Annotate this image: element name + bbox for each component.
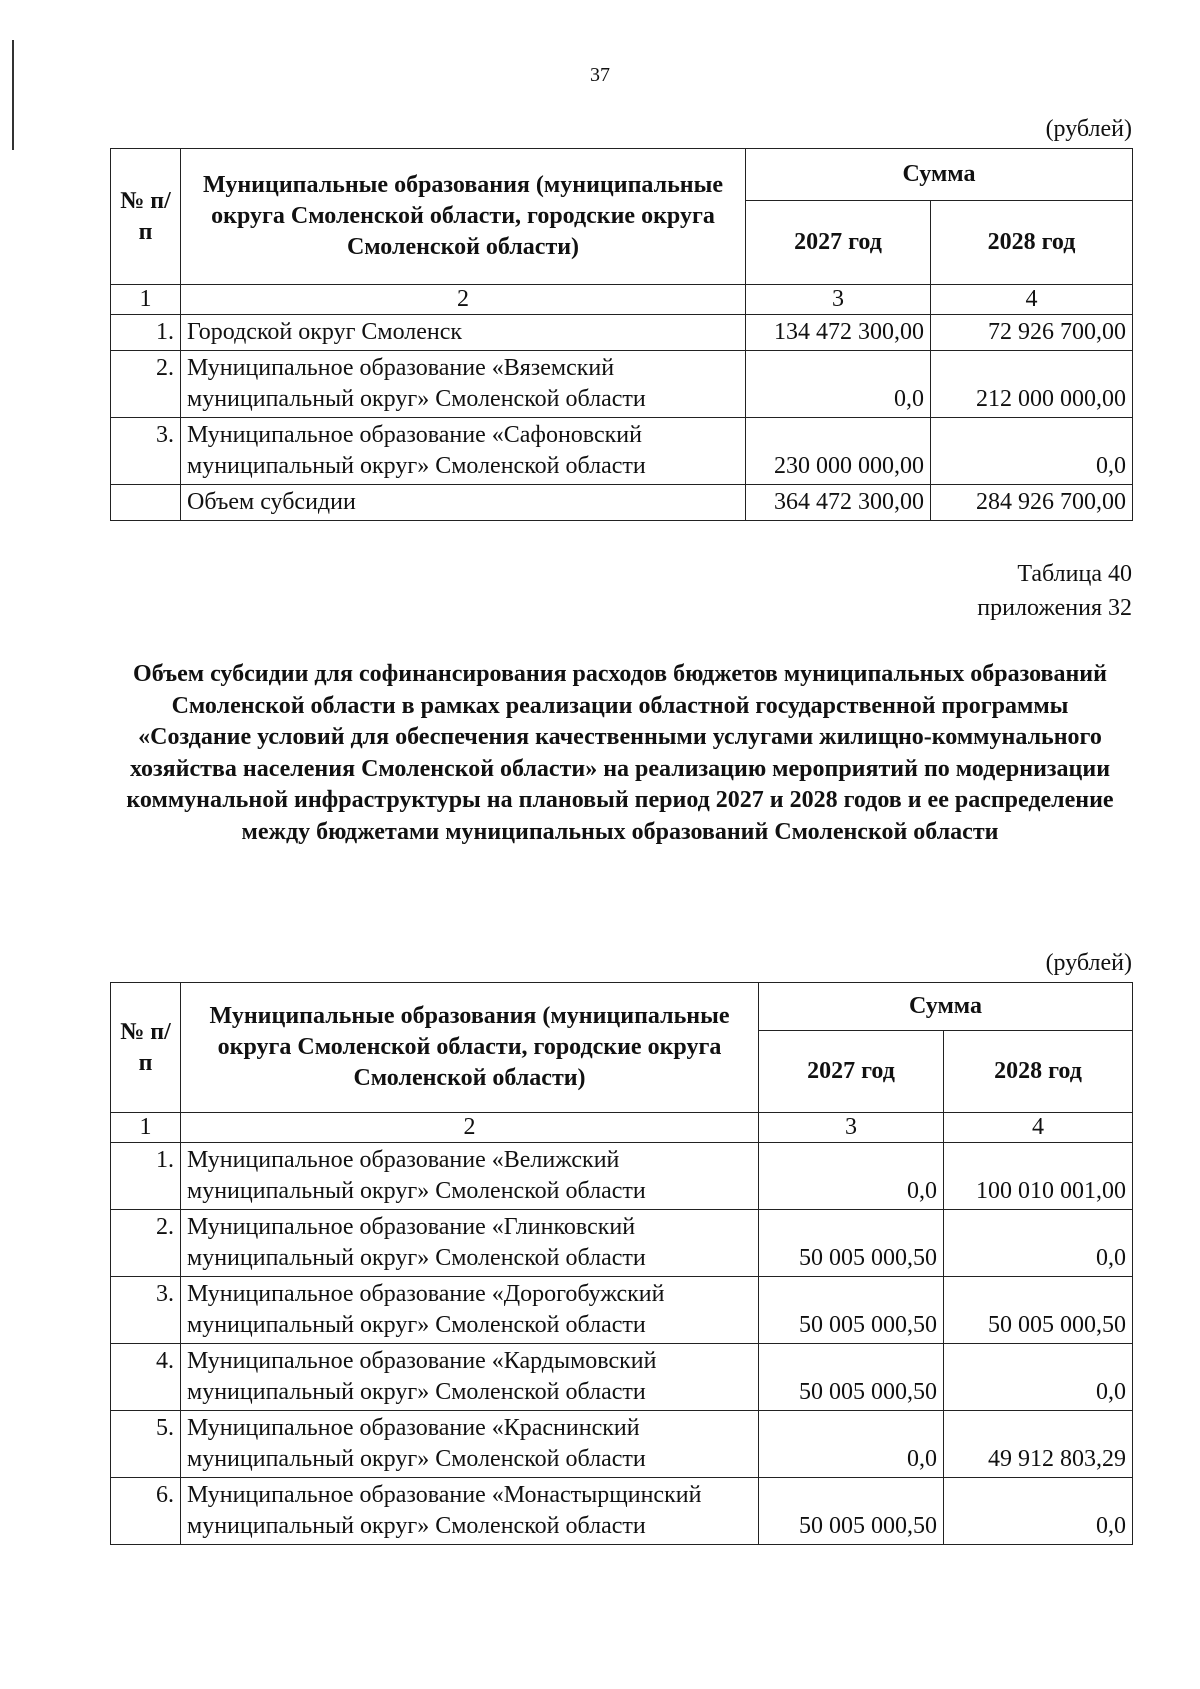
total-2027: 364 472 300,00	[746, 485, 931, 521]
amount-2027: 50 005 000,50	[759, 1478, 944, 1545]
column-numbers-row	[111, 285, 1133, 315]
appendix-number: приложения 32	[977, 595, 1132, 621]
table-row	[111, 315, 1133, 351]
table-row	[111, 1344, 1133, 1411]
amount-2027: 0,0	[746, 351, 931, 418]
municipality-name: Муниципальное образование «Сафоновский муниципальный округ» Смоленской области	[181, 418, 746, 485]
amount-2028: 50 005 000,50	[944, 1277, 1133, 1344]
total-2028: 284 926 700,00	[931, 485, 1133, 521]
row-number: 1.	[111, 315, 181, 351]
col-header-sum: Сумма	[746, 149, 1133, 201]
amount-2027: 50 005 000,50	[759, 1210, 944, 1277]
amount-2027: 134 472 300,00	[746, 315, 931, 351]
municipality-name: Городской округ Смоленск	[181, 315, 746, 351]
column-number: 1	[111, 1113, 181, 1143]
total-label: Объем субсидии	[181, 485, 746, 521]
amount-2028: 0,0	[931, 418, 1133, 485]
amount-2028: 0,0	[944, 1478, 1133, 1545]
amount-2027: 0,0	[759, 1143, 944, 1210]
unit-label-bottom: (рублей)	[1045, 950, 1132, 976]
col-header-2027: 2027 год	[759, 1031, 944, 1113]
col-header-num: № п/п	[111, 149, 181, 285]
amount-2027: 50 005 000,50	[759, 1344, 944, 1411]
row-number: 1.	[111, 1143, 181, 1210]
col-header-sum: Сумма	[759, 983, 1133, 1031]
table-row	[111, 351, 1133, 418]
municipality-name: Муниципальное образование «Монастырщинский муниципальный округ» Смоленской области	[181, 1478, 759, 1545]
table-row	[111, 1277, 1133, 1344]
column-number: 1	[111, 285, 181, 315]
table-row	[111, 418, 1133, 485]
column-number: 3	[746, 285, 931, 315]
table-row	[111, 1143, 1133, 1210]
table-row	[111, 1210, 1133, 1277]
row-number	[111, 485, 181, 521]
row-number: 2.	[111, 351, 181, 418]
subsidy-table-40	[110, 982, 1133, 1545]
subsidy-table-continued	[110, 148, 1133, 521]
amount-2028: 72 926 700,00	[931, 315, 1133, 351]
row-number: 3.	[111, 418, 181, 485]
amount-2028: 0,0	[944, 1344, 1133, 1411]
table-caption	[977, 557, 1132, 625]
page-number: 37	[590, 64, 610, 86]
municipality-name: Муниципальное образование «Велижский муниципальный округ» Смоленской области	[181, 1143, 759, 1210]
document-title: Объем субсидии для софинансирования расходов бюджетов муниципальных образований Смоленской области в рамках реализации областной государственной программы «Создание условий для обеспечения качественными услугами жилищно-коммунального хозяйства населения Смоленской области» на реализацию мероприятий по модернизации коммунальной инфраструктуры на плановый период 2027 и 2028 годов и ее распределение между бюджетами муниципальных образований Смоленской области	[126, 661, 1114, 845]
col-header-municipality: Муниципальные образования (муниципальные округа Смоленской области, городские округа Смоленской области)	[181, 983, 759, 1113]
row-number: 6.	[111, 1478, 181, 1545]
table-row	[111, 1411, 1133, 1478]
column-number: 4	[944, 1113, 1133, 1143]
col-header-num: № п/п	[111, 983, 181, 1113]
amount-2028: 0,0	[944, 1210, 1133, 1277]
municipality-name: Муниципальное образование «Дорогобужский муниципальный округ» Смоленской области	[181, 1277, 759, 1344]
municipality-name: Муниципальное образование «Вяземский муниципальный округ» Смоленской области	[181, 351, 746, 418]
col-header-municipality: Муниципальные образования (муниципальные округа Смоленской области, городские округа Смоленской области)	[181, 149, 746, 285]
total-row	[111, 485, 1133, 521]
row-number: 2.	[111, 1210, 181, 1277]
municipality-name: Муниципальное образование «Краснинский муниципальный округ» Смоленской области	[181, 1411, 759, 1478]
table-row	[111, 1478, 1133, 1545]
col-header-2028: 2028 год	[931, 201, 1133, 285]
table-number: Таблица 40	[1017, 561, 1132, 587]
column-number: 2	[181, 1113, 759, 1143]
unit-label-top: (рублей)	[1045, 116, 1132, 142]
municipality-name: Муниципальное образование «Кардымовский муниципальный округ» Смоленской области	[181, 1344, 759, 1411]
scan-margin-line	[12, 40, 14, 150]
amount-2028: 100 010 001,00	[944, 1143, 1133, 1210]
amount-2027: 50 005 000,50	[759, 1277, 944, 1344]
row-number: 4.	[111, 1344, 181, 1411]
row-number: 3.	[111, 1277, 181, 1344]
amount-2027: 230 000 000,00	[746, 418, 931, 485]
column-number: 4	[931, 285, 1133, 315]
amount-2028: 212 000 000,00	[931, 351, 1133, 418]
column-number: 2	[181, 285, 746, 315]
municipality-name: Муниципальное образование «Глинковский муниципальный округ» Смоленской области	[181, 1210, 759, 1277]
amount-2027: 0,0	[759, 1411, 944, 1478]
col-header-2028: 2028 год	[944, 1031, 1133, 1113]
column-number: 3	[759, 1113, 944, 1143]
amount-2028: 49 912 803,29	[944, 1411, 1133, 1478]
row-number: 5.	[111, 1411, 181, 1478]
column-numbers-row	[111, 1113, 1133, 1143]
col-header-2027: 2027 год	[746, 201, 931, 285]
